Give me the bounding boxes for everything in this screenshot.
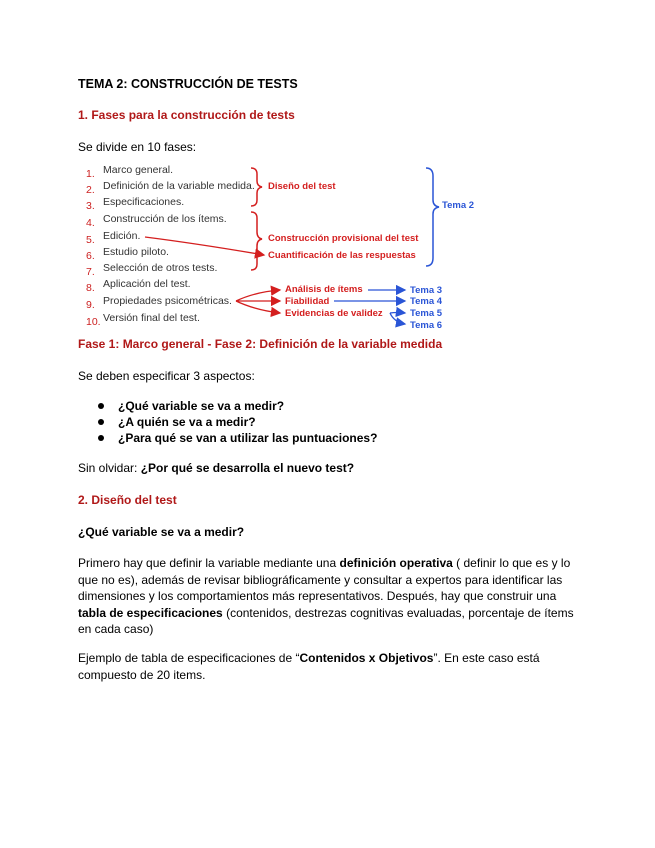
list-item: 8. [86, 282, 95, 294]
list-item-text: Definición de la variable medida. [103, 180, 255, 192]
list-item: 6. [86, 250, 95, 262]
label-diseno: Diseño del test [268, 181, 336, 192]
list-item-text: Marco general. [103, 164, 174, 176]
bullet-dot-icon [98, 403, 104, 409]
list-item-text: Construcción de los ítems. [103, 213, 227, 225]
bracket-construccion [251, 212, 262, 270]
list-item: 2. [86, 184, 95, 196]
sin-olvidar-line: Sin olvidar: ¿Por qué se desarrolla el nuevo test? [78, 461, 355, 475]
paragraph-definition: Primero hay que definir la variable mediante una definición operativa ( definir lo que es y lo que no es), además de revisar bibliográficamente y consultar a expertos para identificar las dimensiones y los comportamientos más representativos. Después, hay que construir una tabla de especificaciones (contenidos, destrezas cognitivas evaluadas, porcentaje de ítems en cada caso) [78, 556, 574, 636]
label-evidencias: Evidencias de validez [285, 308, 383, 319]
bracket-diseno [251, 168, 262, 206]
arrow-analisis [236, 290, 280, 301]
label-tema5: Tema 5 [410, 308, 443, 319]
label-tema4: Tema 4 [410, 296, 443, 307]
bullet-item: ¿A quién se va a medir? [98, 415, 256, 429]
list-item-text: Selección de otros tests. [103, 262, 218, 274]
label-fiabilidad: Fiabilidad [285, 296, 330, 307]
list-item-text: Aplicación del test. [103, 278, 191, 290]
section2-heading: 2. Diseño del test [78, 493, 177, 507]
label-construccion: Construcción provisional del test [268, 233, 419, 244]
label-tema2: Tema 2 [442, 200, 475, 211]
bullet-dot-icon [98, 435, 104, 441]
arrow-tema6 [390, 313, 405, 324]
arrow-evidencias [236, 301, 280, 313]
label-cuantificacion: Cuantificación de las respuestas [268, 250, 416, 261]
list-item: 4. [86, 217, 95, 229]
label-tema3: Tema 3 [410, 285, 443, 296]
bullet-dot-icon [98, 419, 104, 425]
list-item: 3. [86, 200, 95, 212]
bracket-tema2 [426, 168, 439, 266]
list-item-text: Versión final del test. [103, 312, 200, 324]
list-item-text: Edición. [103, 230, 141, 242]
label-analisis: Análisis de ítems [285, 284, 363, 295]
list-item-text: Estudio piloto. [103, 246, 169, 258]
arrow-tema5 [390, 313, 405, 314]
bullet-item: ¿Para qué se van a utilizar las puntuaciones? [98, 431, 377, 445]
label-tema6: Tema 6 [410, 320, 443, 331]
list-item: 9. [86, 299, 95, 311]
paragraph-example: Ejemplo de tabla de especificaciones de “Contenidos x Objetivos”. En este caso está compuesto de 20 items. [78, 651, 540, 682]
question-heading: ¿Qué variable se va a medir? [78, 525, 245, 539]
document-title: TEMA 2: CONSTRUCCIÓN DE TESTS [78, 77, 298, 91]
section1-heading: 1. Fases para la construcción de tests [78, 108, 295, 122]
fase-heading: Fase 1: Marco general - Fase 2: Definición de la variable medida [78, 337, 443, 351]
phases-intro: Se divide en 10 fases: [78, 140, 197, 154]
list-item-text: Propiedades psicométricas. [103, 295, 232, 307]
list-item: 5. [86, 234, 95, 246]
aspects-intro: Se deben especificar 3 aspectos: [78, 369, 255, 383]
list-item-text: Especificaciones. [103, 196, 185, 208]
list-item: 10. [86, 316, 101, 328]
list-item: 7. [86, 266, 95, 278]
bullet-item: ¿Qué variable se va a medir? [98, 399, 284, 413]
list-item: 1. [86, 168, 95, 180]
arrow-edicion [145, 237, 264, 255]
